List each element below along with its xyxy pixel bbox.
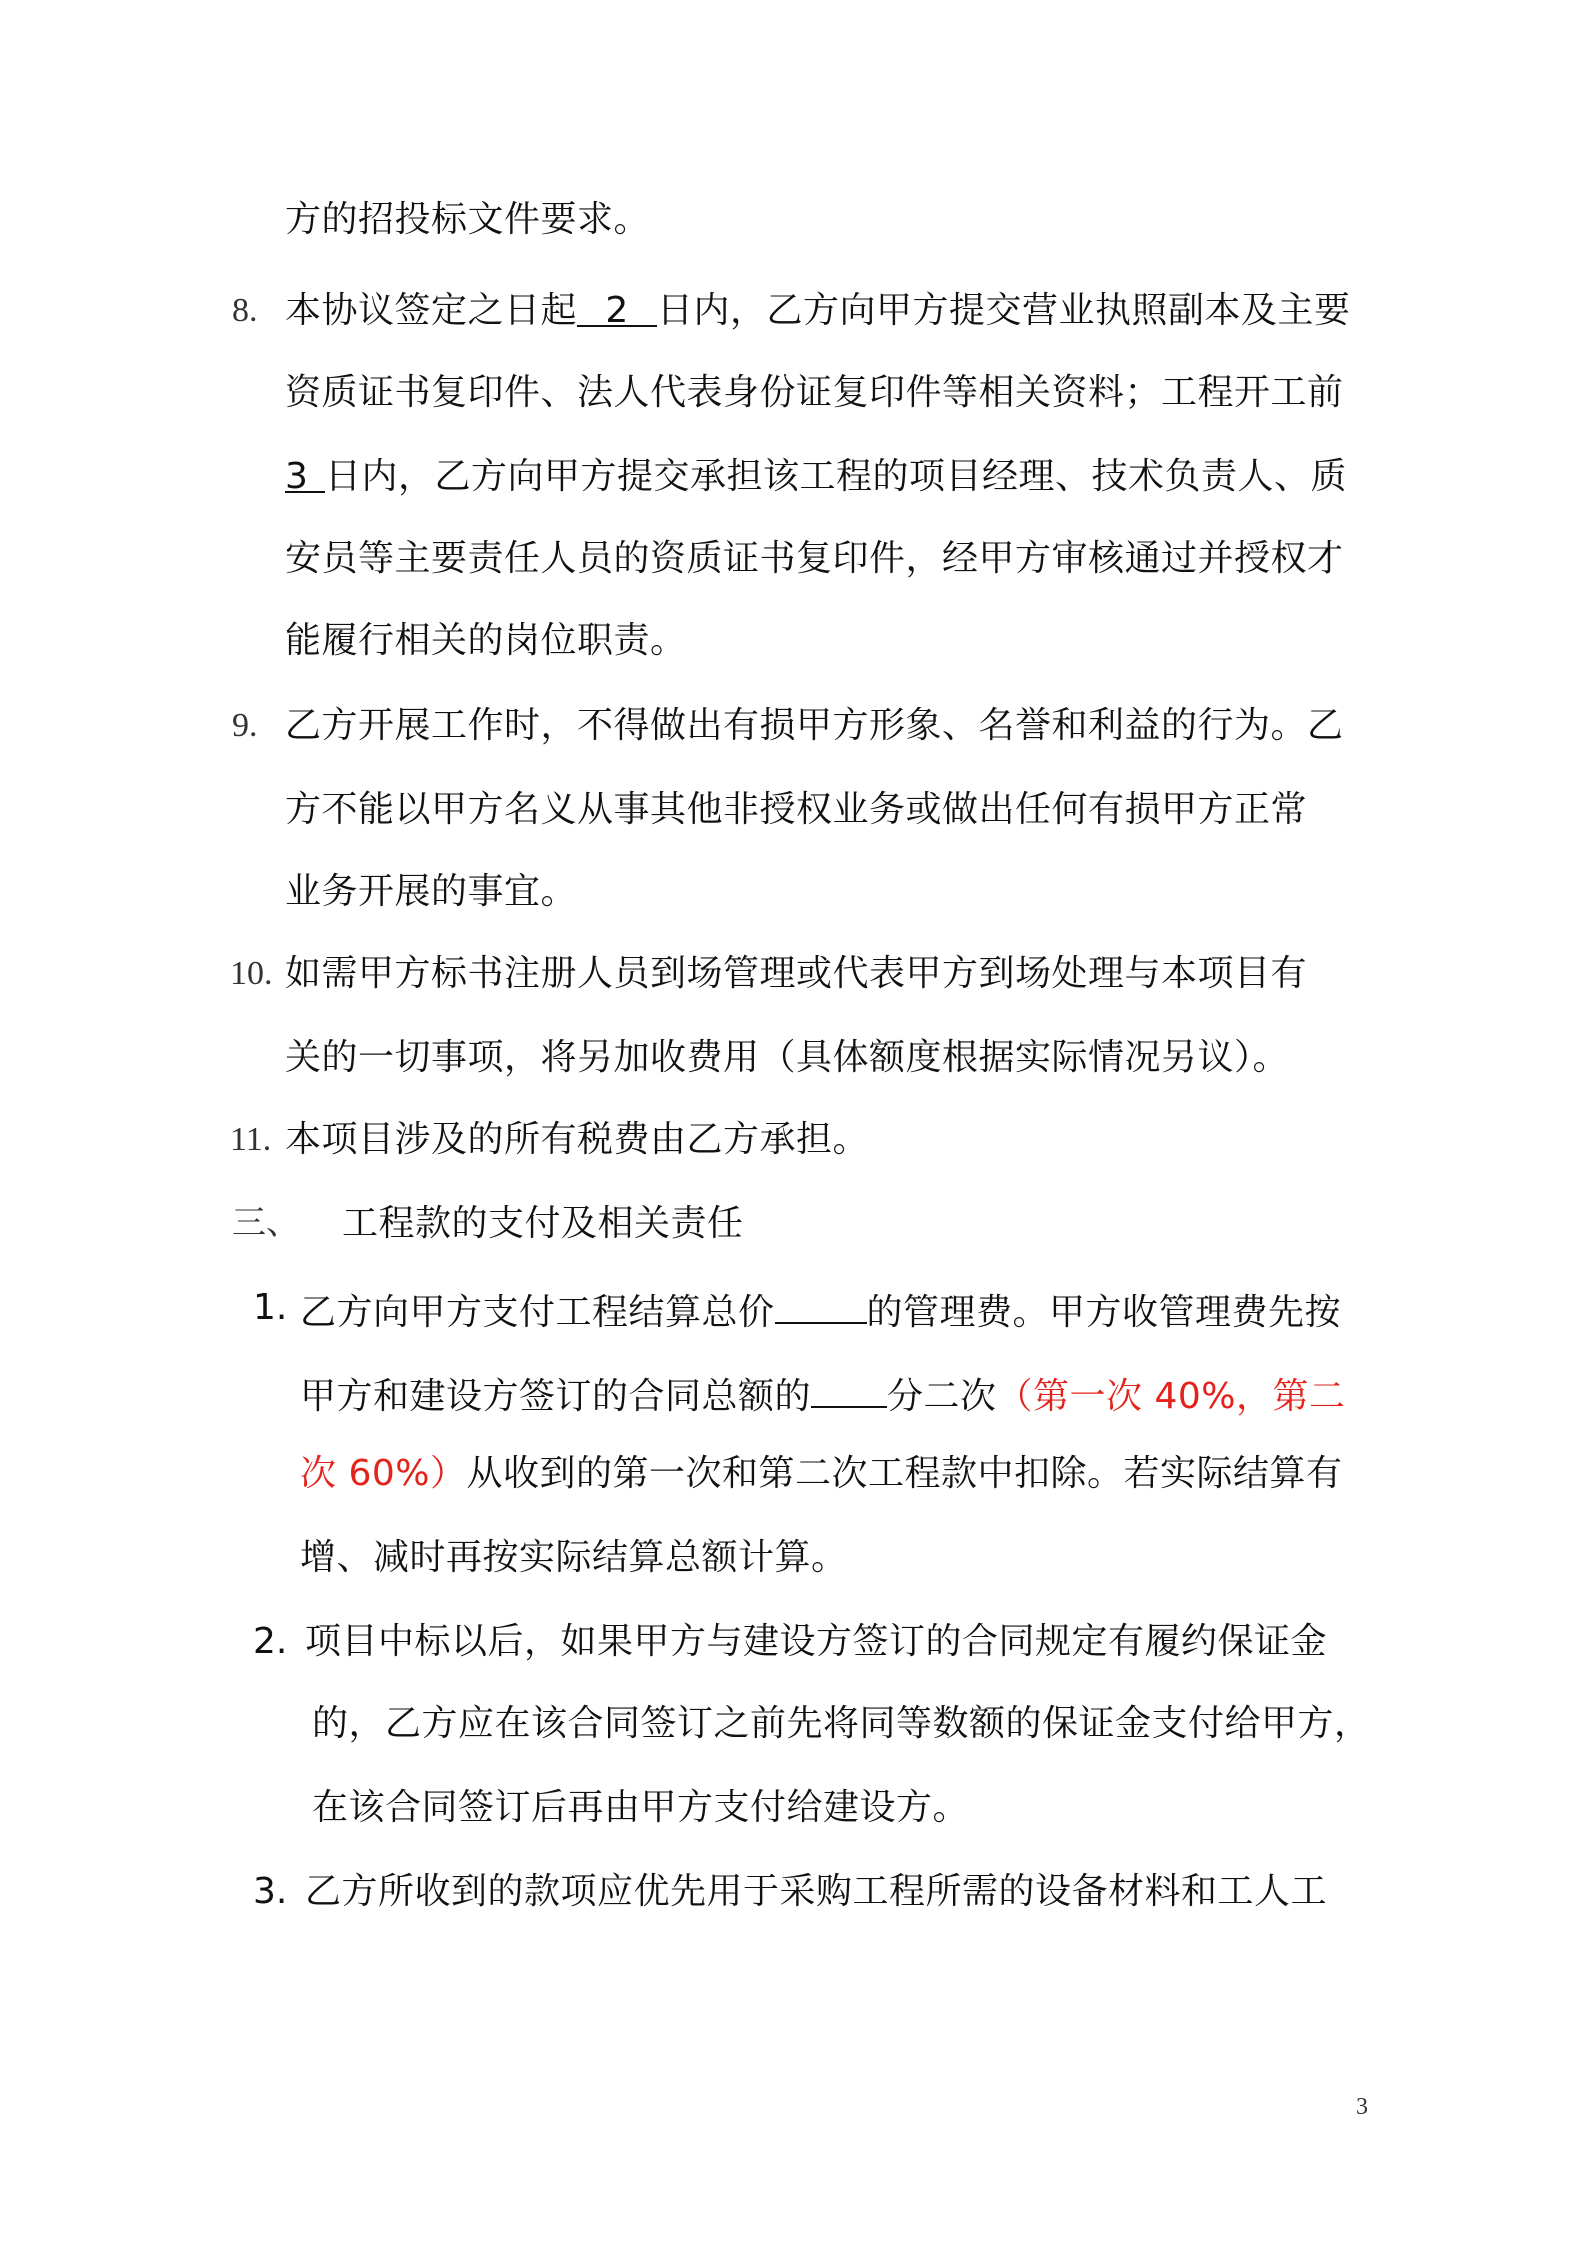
s3-item1-line2-b: 分二次	[887, 1376, 997, 1417]
item11-line1: 本项目涉及的所有税费由乙方承担。	[285, 1119, 870, 1160]
item9-line3: 业务开展的事宜。	[285, 871, 578, 912]
item11-number: 11.	[230, 1121, 272, 1158]
s3-item1-line1-a: 乙方向甲方支付工程结算总价	[300, 1292, 775, 1333]
s3-item1-line4: 增、减时再按实际结算总额计算。	[300, 1537, 848, 1578]
item8-line3-b: 日内，乙方向甲方提交承担该工程的项目经理、技术负责人、质	[325, 456, 1348, 497]
s3-item1-line1	[300, 1284, 1341, 1337]
s3-item3-number: 3.	[253, 1871, 288, 1912]
section3-number: 三、	[232, 1205, 300, 1242]
item9-line2: 方不能以甲方名义从事其他非授权业务或做出任何有损甲方正常	[285, 789, 1308, 830]
item9-line1: 乙方开展工作时，不得做出有损甲方形象、名誉和利益的行为。乙	[285, 705, 1344, 746]
item10-number: 10.	[230, 955, 273, 992]
s3-item1-fee-blank	[775, 1284, 867, 1324]
s3-item1-line3-red: 次 60%）	[300, 1453, 467, 1494]
s3-item2-line3: 在该合同签订后再由甲方支付给建设方。	[312, 1787, 970, 1828]
item8-line5: 能履行相关的岗位职责。	[285, 620, 687, 661]
s3-item1-line3	[300, 1450, 1342, 1498]
item8-number: 8.	[232, 292, 258, 329]
item8-line1	[285, 287, 1351, 335]
s3-item1-line3-b: 从收到的第一次和第二次工程款中扣除。若实际结算有	[466, 1453, 1343, 1494]
s3-item1-number: 1.	[253, 1287, 288, 1328]
s3-item1-line2-a: 甲方和建设方签订的合同总额的	[300, 1376, 812, 1417]
item8-days2-fill	[285, 453, 325, 497]
item10-line2: 关的一切事项，将另加收费用（具体额度根据实际情况另议）。	[285, 1037, 1290, 1078]
item8-line4: 安员等主要责任人员的资质证书复印件，经甲方审核通过并授权才	[285, 538, 1344, 579]
s3-item1-line2	[300, 1368, 1346, 1421]
s3-item1-line1-b: 的管理费。甲方收管理费先按	[866, 1292, 1342, 1333]
s3-item2-line2: 的，乙方应在该合同签订之前先将同等数额的保证金支付给甲方，	[312, 1703, 1371, 1744]
item8-line3	[285, 453, 1347, 501]
item8-line1-a: 本协议签定之日起	[285, 290, 578, 331]
item8-line1-b: 日内，乙方向甲方提交营业执照副本及主要	[657, 290, 1351, 331]
item8-days2-value: 3	[285, 456, 309, 497]
s3-item2-number: 2.	[253, 1621, 288, 1662]
page-number: 3	[1356, 2094, 1368, 2120]
item9-number: 9.	[232, 707, 258, 744]
item8-line2: 资质证书复印件、法人代表身份证复印件等相关资料；工程开工前	[285, 372, 1344, 413]
item8-days-fill	[577, 287, 657, 331]
item10-line1: 如需甲方标书注册人员到场管理或代表甲方到场处理与本项目有	[285, 953, 1308, 994]
s3-item3-line1: 乙方所收到的款项应优先用于采购工程所需的设备材料和工人工	[305, 1871, 1328, 1912]
s3-item1-line2-red: （第一次 40%，第二	[996, 1376, 1346, 1417]
item8-days-value: 2	[605, 290, 629, 331]
s3-item2-line1: 项目中标以后，如果甲方与建设方签订的合同规定有履约保证金	[305, 1621, 1328, 1662]
section3-title: 工程款的支付及相关责任	[342, 1203, 744, 1244]
item7-continuation: 方的招投标文件要求。	[285, 199, 651, 240]
s3-item1-amount-blank	[811, 1368, 887, 1408]
